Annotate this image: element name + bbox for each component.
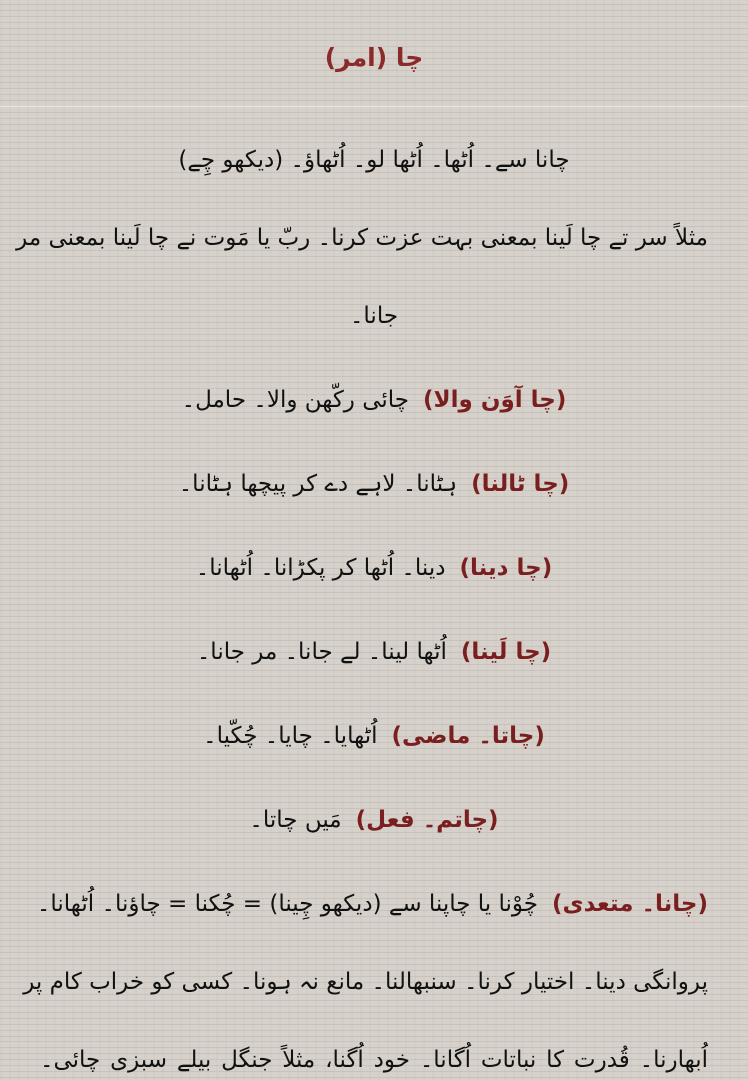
page-header	[0, 0, 748, 107]
definition-text: پروانگی دینا۔ اختیار کرنا۔ سنبھالنا۔ مانع نہ ہونا۔ کسی کو خراب کام پر	[23, 969, 708, 995]
subentry-term: (چاتا۔ ماضی)	[391, 723, 545, 749]
subentry-definition: ہٹانا۔ لاہے دے کر پیچھا ہٹانا۔	[178, 471, 458, 497]
subentry-term: (چاتم۔ فعل)	[355, 807, 499, 833]
subentry-term: (چانا۔ متعدی)	[552, 891, 708, 917]
subentry-definition: مَیں چاتا۔	[249, 807, 342, 833]
subentry-definition: دینا۔ اُٹھا کر پکڑانا۔ اُٹھانا۔	[195, 555, 446, 581]
subentry-definition: اُٹھایا۔ چایا۔ چُکّیا۔	[203, 723, 378, 749]
page-title: چا (امر)	[324, 43, 424, 72]
definition-line-3	[40, 296, 708, 336]
definition-line-continued-2	[40, 1040, 708, 1080]
definition-text: چانا سے۔ اُٹھا۔ اُٹھا لو۔ اُٹھاؤ۔ (دیکھو چِے)	[178, 147, 570, 173]
definition-line-1	[40, 140, 708, 180]
subentry-chaana-mutaddi	[36, 884, 708, 924]
subentry-chaatam-fel	[40, 800, 708, 840]
subentry-chaa-dena	[40, 548, 708, 588]
subentry-chaa-taalna	[40, 464, 708, 504]
dictionary-entry-body	[16, 140, 708, 1080]
subentry-term: (چا لَینا)	[460, 639, 552, 665]
definition-line-2	[16, 218, 708, 258]
subentry-chaa-aawan-waala	[40, 380, 708, 420]
subentry-definition: چُوْنا یا چاپنا سے (دیکھو چِینا) = چُکنا = چاؤنا۔ اُٹھانا۔	[36, 891, 539, 917]
definition-text: اُبھارنا۔ قُدرت کا نباتات اُگانا۔ خود اُگنا، مثلاً جنگل بیلے سبزی چائی۔	[40, 1047, 708, 1073]
subentry-term: (چا دینا)	[459, 555, 553, 581]
definition-line-continued-1	[23, 962, 708, 1002]
subentry-definition: چائی رکّھن والا۔ حامل۔	[181, 387, 410, 413]
definition-text: جانا۔	[349, 303, 399, 329]
subentry-term: (چا ٹالنا)	[471, 471, 570, 497]
definition-text: مثلاً سر تے چا لَینا بمعنی بہت عزت کرنا۔ ربّ یا مَوت نے چا لَینا بمعنی مر	[16, 225, 708, 251]
subentry-chaata-maazi	[40, 716, 708, 756]
subentry-term: (چا آوَن والا)	[423, 387, 567, 413]
subentry-definition: اُٹھا لینا۔ لے جانا۔ مر جانا۔	[196, 639, 447, 665]
subentry-chaa-laina	[40, 632, 708, 672]
